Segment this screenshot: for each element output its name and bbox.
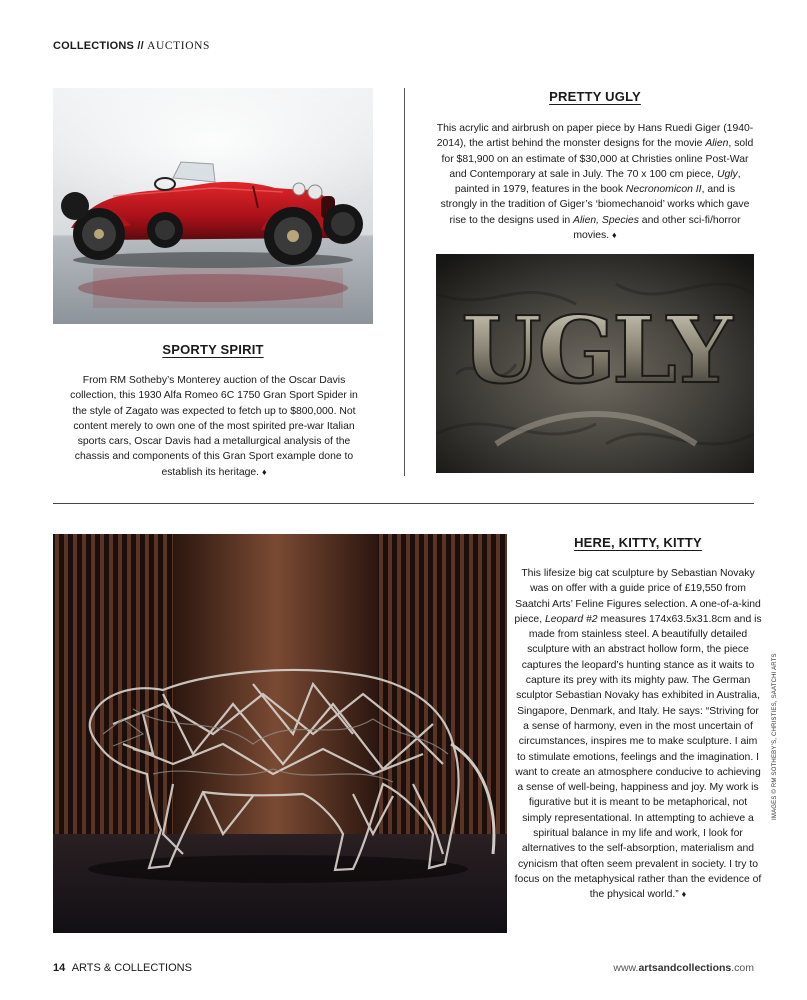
pretty-ugly-body <box>436 121 754 243</box>
end-mark-diamond: ♦ <box>261 466 267 477</box>
subsection-label: AUCTIONS <box>147 40 211 52</box>
here-kitty-heading: HERE, KITTY, KITTY <box>574 535 702 550</box>
image-credit: IMAGES © RM SOTHEBY’S, CHRISTIES, SAATCHI ARTS <box>772 653 778 820</box>
section-separator: // <box>137 40 144 52</box>
publication-name: ARTS & COLLECTIONS <box>71 962 192 974</box>
url-suffix: .com <box>731 962 754 974</box>
sporty-spirit-heading: SPORTY SPIRIT <box>162 342 264 357</box>
film-title-alien: Alien <box>705 138 729 150</box>
artwork-title-leopard: Leopard #2 <box>545 613 598 625</box>
section-label: COLLECTIONS <box>53 40 135 52</box>
here-kitty-text-1: This lifesize big cat sculpture by Sebastian Novaky was on offer with a guide price of £19,550 from Saatchi Arts’ Feline Figures selection. A one-of-a-kind piece, <box>514 568 761 625</box>
page-number: 14 <box>53 962 66 974</box>
column-divider <box>404 88 405 476</box>
url-prefix: www. <box>613 962 639 974</box>
pretty-ugly-heading: PRETTY UGLY <box>549 89 641 104</box>
alfa-romeo-photo <box>53 88 373 324</box>
end-mark-diamond: ♦ <box>681 889 687 900</box>
footer-website[interactable] <box>613 962 754 974</box>
pretty-ugly-text-3: , painted in 1979, features in the book <box>454 168 741 196</box>
end-mark-diamond: ♦ <box>612 230 617 241</box>
section-header <box>53 40 210 52</box>
here-kitty-text-2: measures 174x63.5x31.8cm and is made from stainless steel. A beautifully detailed sculpture with an abstract hollow form, the piece captures the leopard’s hunting stance as it waits to capture its prey with its mighty paw. The German sculptor Sebastian Novaky has exhibited in Australia, Singapore, Denmark, and Italy. He says: “Striving for a sense of harmony, even in the most uncertain of circumstances, inspires me to make sculpture. I aim to stimulate emotions, feelings and the imagination. I want to create an atmosphere conducive to achieving a sense of well-being, happiness and joy. My work is figurative but it is meant to be metaphorical, not simply representational. In attempting to achieve a spiritual balance in my life and work, I look for alternatives to the self-absorption, materialism and cynicism that often seem prevalent in society. I try to focus on the metaphysical rather than the evidence of the physical world.” <box>514 613 762 901</box>
footer-folio <box>53 962 192 974</box>
pretty-ugly-text-5: and other sci-fi/horror movies. <box>573 214 741 242</box>
sporty-spirit-text: From RM Sotheby’s Monterey auction of the Oscar Davis collection, this 1930 Alfa Romeo 6C 1750 Gran Sport Spider in the style of Zagato was expected to fetch up to $800,000. Not content merely to own one of the most spirited pre-war Italian sports cars, Oscar Davis had a metallurgical analysis of the chassis and components of this Gran Sport example done to establish its heritage. <box>70 375 358 478</box>
url-domain: artsandcollections <box>638 962 732 974</box>
sporty-spirit-body <box>64 373 364 480</box>
giger-artwork-lettering: UGLY <box>461 296 729 404</box>
pretty-ugly-text-2: , sold for $81,900 on an estimate of $30,000 at Christies online Post-War and Contemporary at sale in July. The 70 x 100 cm piece, <box>441 138 754 180</box>
film-titles: Alien, Species <box>573 214 639 226</box>
pretty-ugly-text-4: , and is strongly in the tradition of Giger’s ‘biomechanoid’ works which gave rise to the designs used in <box>440 184 750 226</box>
pretty-ugly-text-1: This acrylic and airbrush on paper piece by Hans Ruedi Giger (1940-2014), the artist behind the monster designs for the movie <box>436 123 754 150</box>
giger-ugly-artwork <box>436 254 754 473</box>
here-kitty-body <box>514 566 762 903</box>
book-title-necronomicon: Necronomicon II <box>625 184 702 196</box>
leopard-sculpture-photo <box>53 534 507 933</box>
section-divider <box>53 503 754 504</box>
artwork-title-ugly: Ugly <box>716 168 738 180</box>
